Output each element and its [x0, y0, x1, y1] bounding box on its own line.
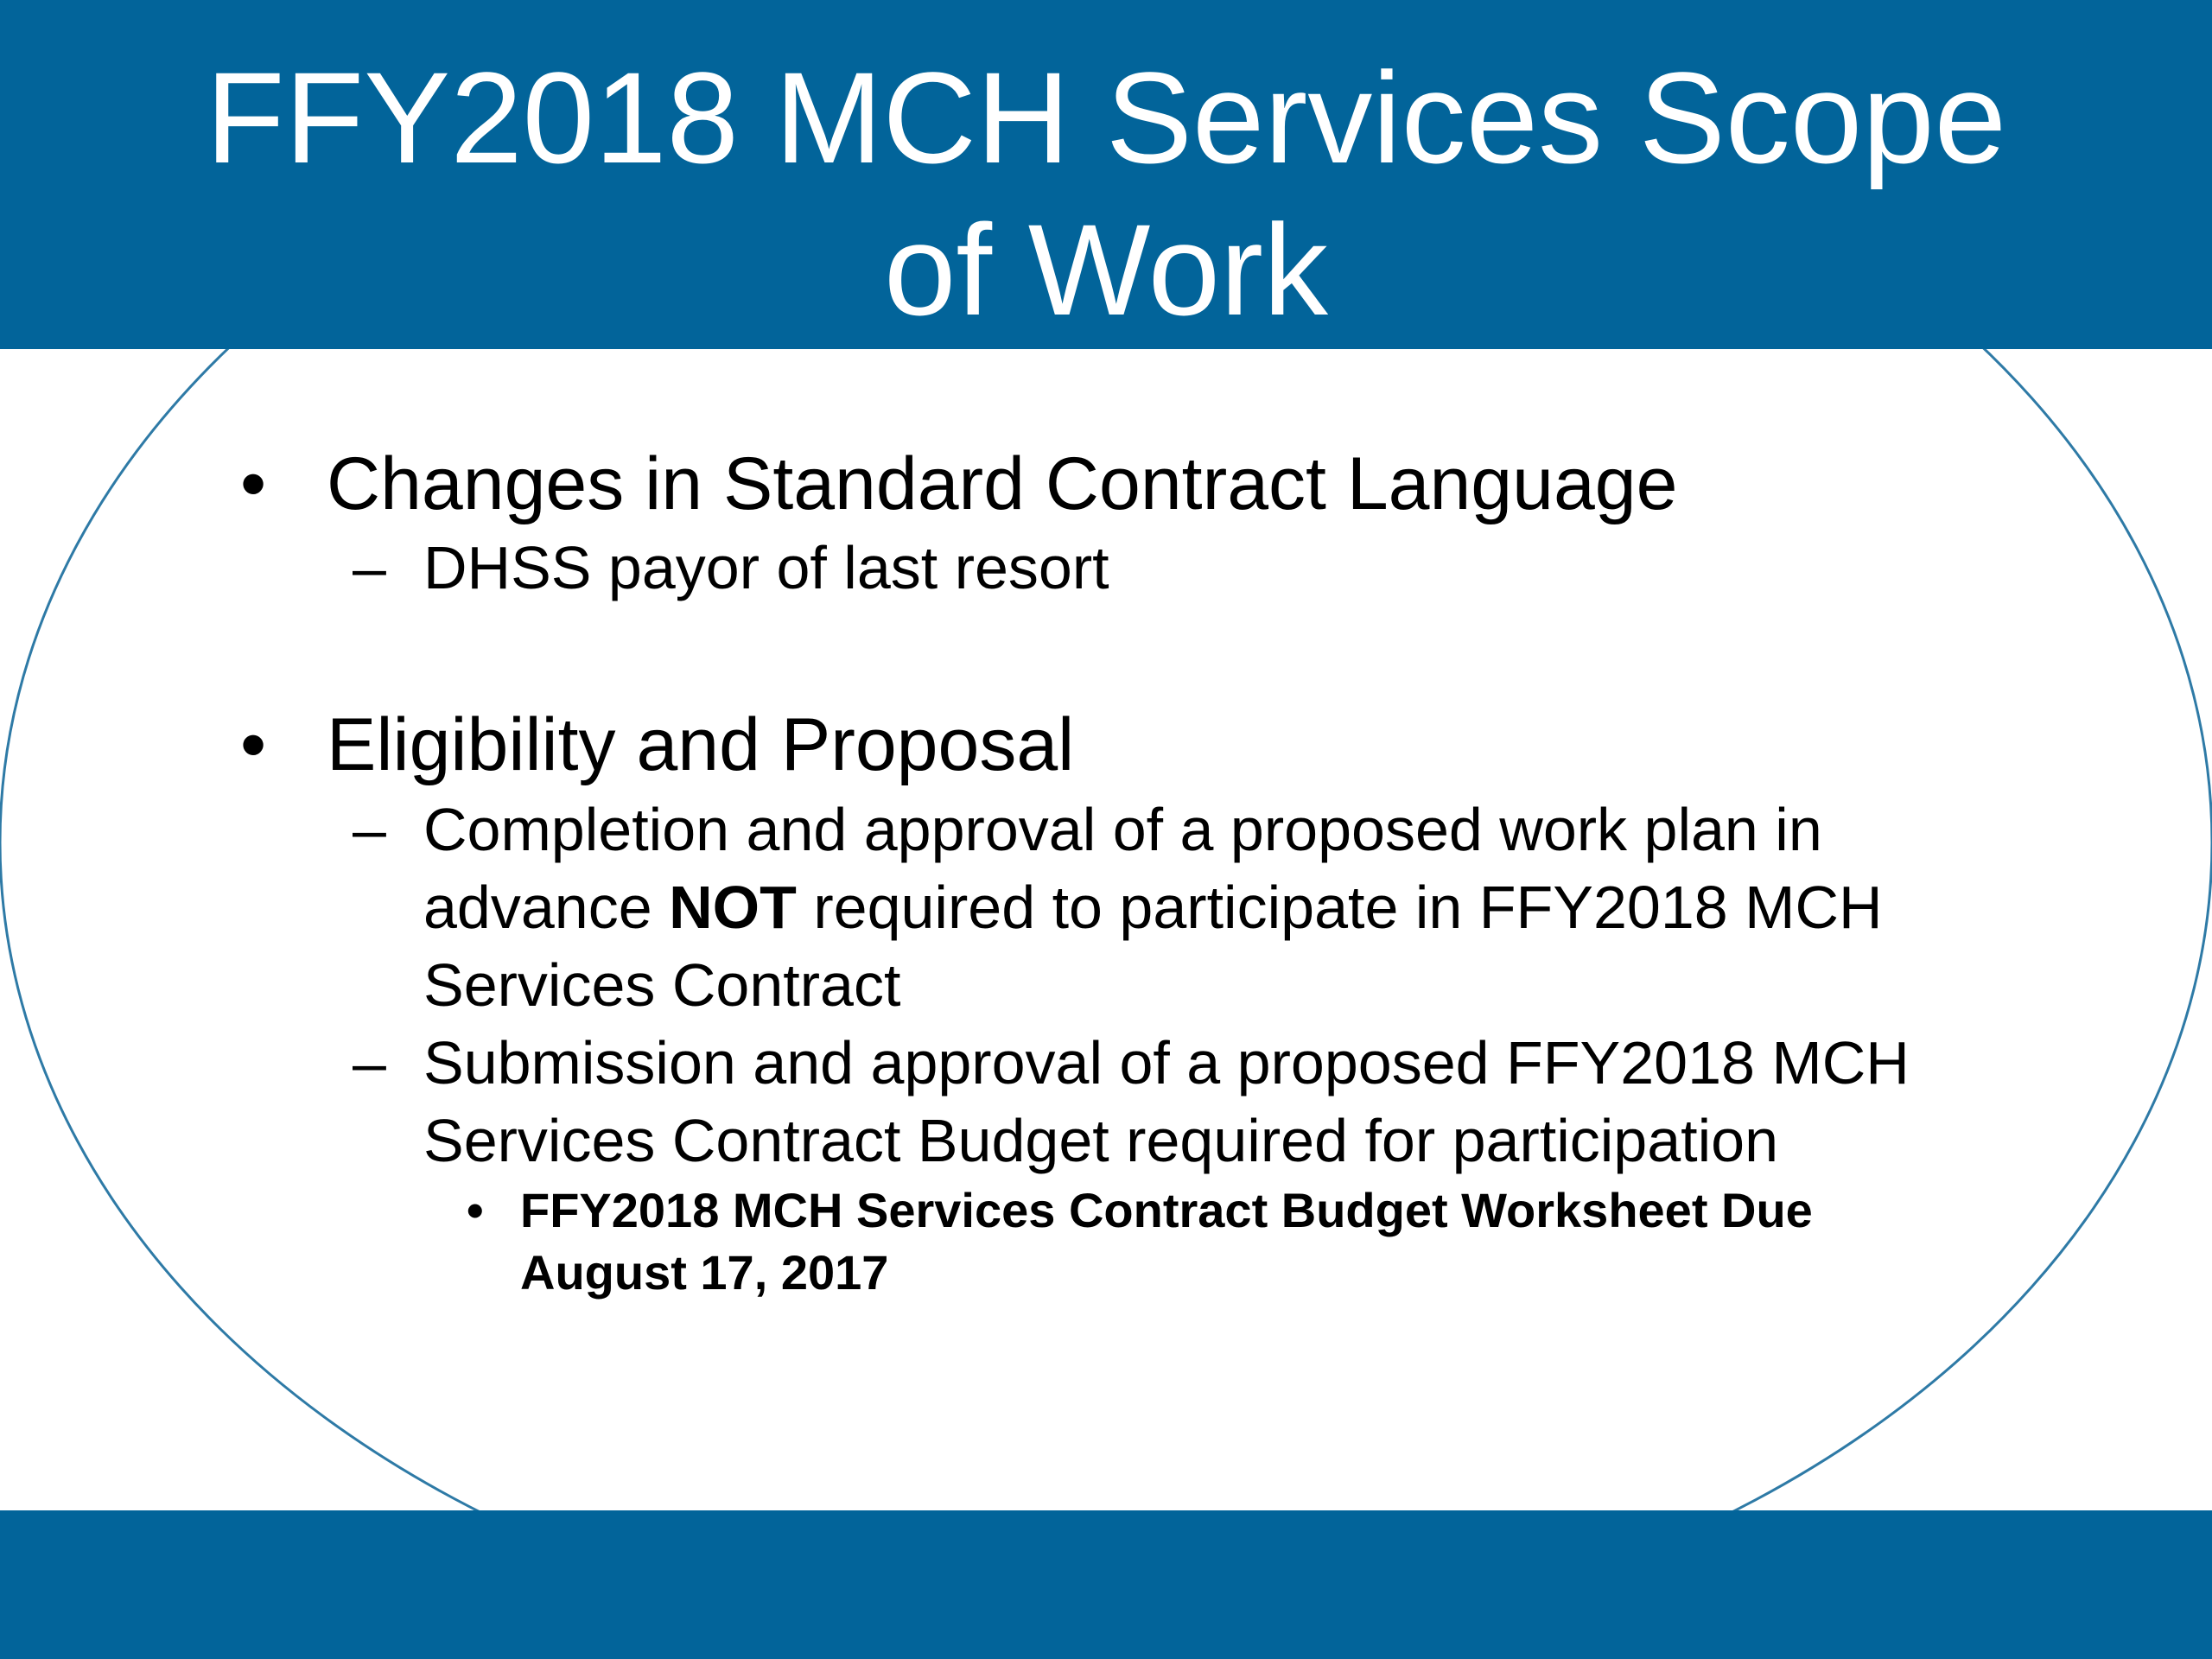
dash-marker: –: [353, 796, 386, 863]
footer-band: [0, 1510, 2212, 1659]
sub-bullet-completion-line-2: [423, 868, 1883, 946]
bullet-marker: •: [467, 1183, 484, 1237]
text-advance: advance: [423, 874, 670, 941]
sub-bullet-completion-line-1: Completion and approval of a proposed work plan in: [423, 796, 1822, 863]
dash-marker: –: [353, 1029, 386, 1096]
dash-marker: –: [353, 534, 386, 601]
sub-bullet-completion-line-3: Services Contract: [423, 951, 901, 1019]
sub-bullet-submission-line-1: Submission and approval of a proposed FFY2018 MCH: [423, 1029, 1910, 1096]
emphasis-not: NOT: [669, 874, 797, 941]
bullet-marker: •: [240, 703, 267, 786]
bullet-eligibility-and-proposal: Eligibility and Proposal: [327, 703, 1075, 786]
bullet-marker: •: [240, 442, 267, 525]
sub-bullet-submission-line-2: Services Contract Budget required for participation: [423, 1107, 1779, 1174]
deadline-line-2: August 17, 2017: [520, 1245, 889, 1300]
bullet-changes-in-standard-contract-language: Changes in Standard Contract Language: [327, 442, 1678, 525]
sub-bullet-dhss-payor: DHSS payor of last resort: [423, 534, 1109, 601]
deadline-line-1: FFY2018 MCH Services Contract Budget Worksheet Due: [520, 1183, 1813, 1237]
text-required-to-participate: required to participate in FFY2018 MCH: [796, 874, 1883, 941]
title-line-1: FFY2018 MCH Services Scope: [205, 45, 2007, 190]
title-line-2: of Work: [883, 197, 1328, 342]
